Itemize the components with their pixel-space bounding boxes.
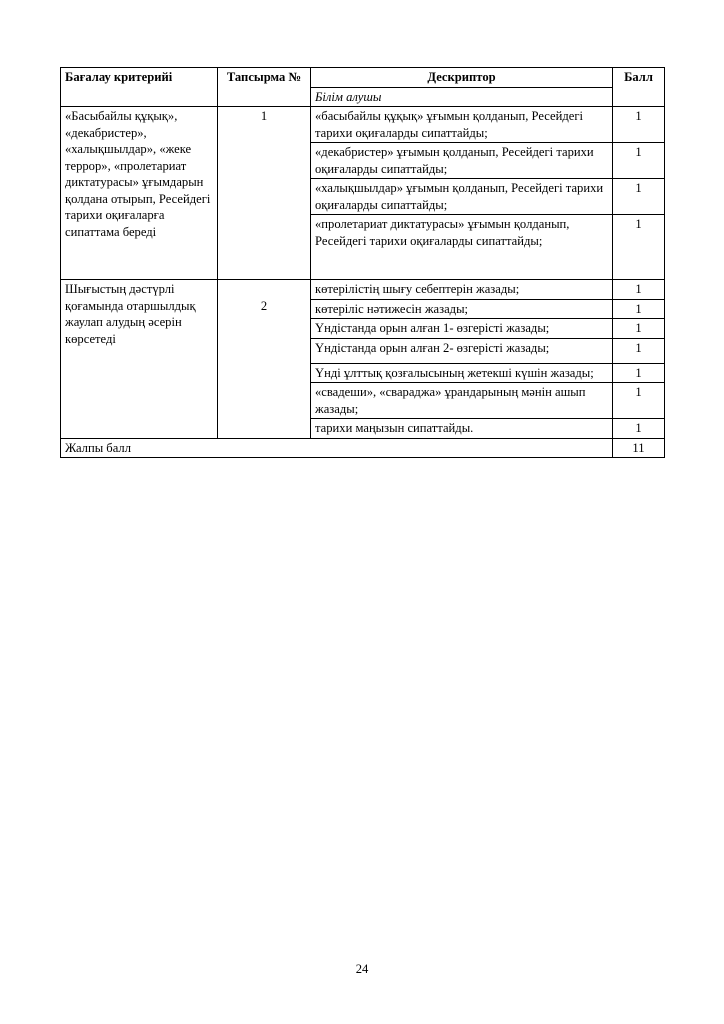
descriptor-cell: Үнді ұлттық қозғалысының жетекші күшін жазады; (311, 363, 613, 383)
descriptor-cell: көтеріліс нәтижесін жазады; (311, 299, 613, 319)
score-cell: 1 (613, 363, 665, 383)
header-task-number: Тапсырма № (218, 68, 311, 107)
score-cell: 1 (613, 179, 665, 215)
score-cell: 1 (613, 338, 665, 363)
total-label: Жалпы балл (61, 438, 613, 458)
header-row (61, 68, 665, 88)
criterion-cell: «Басыбайлы құқық», «декабристер», «халықшылдар», «жеке террор», «пролетариат диктатурасы» ұғымдарын қолдана отырып, Ресейдегі тарихи оқиғаларға сипаттама береді (61, 107, 218, 280)
task-number-cell: 2 (218, 280, 311, 439)
header-learner: Білім алушы (311, 87, 613, 107)
header-descriptor: Дескриптор (311, 68, 613, 88)
descriptor-cell: Үндістанда орын алған 2- өзгерісті жазады; (311, 338, 613, 363)
descriptor-cell: көтерілістің шығу себептерін жазады; (311, 280, 613, 300)
criterion-cell: Шығыстың дәстүрлі қоғамында отаршылдық жаулап алудың әсерін көрсетеді (61, 280, 218, 439)
score-cell: 1 (613, 215, 665, 280)
descriptor-cell: «халықшылдар» ұғымын қолданып, Ресейдегі тарихи оқиғаларды сипаттайды; (311, 179, 613, 215)
header-score: Балл (613, 68, 665, 107)
score-cell: 1 (613, 280, 665, 300)
descriptor-cell: «декабристер» ұғымын қолданып, Ресейдегі тарихи оқиғаларды сипаттайды; (311, 143, 613, 179)
table-row (61, 107, 665, 143)
task-number-cell: 1 (218, 107, 311, 280)
score-cell: 1 (613, 107, 665, 143)
descriptor-cell: «басыбайлы құқық» ұғымын қолданып, Ресейдегі тарихи оқиғаларды сипаттайды; (311, 107, 613, 143)
table-row (61, 280, 665, 300)
descriptor-cell: «пролетариат диктатурасы» ұғымын қолданып, Ресейдегі тарихи оқиғаларды сипаттайды; (311, 215, 613, 280)
score-cell: 1 (613, 143, 665, 179)
assessment-rubric-table (60, 67, 665, 458)
total-row (61, 438, 665, 458)
score-cell: 1 (613, 419, 665, 439)
score-cell: 1 (613, 299, 665, 319)
descriptor-cell: Үндістанда орын алған 1- өзгерісті жазады; (311, 319, 613, 339)
page-number: 24 (355, 962, 369, 976)
score-cell: 1 (613, 319, 665, 339)
descriptor-cell: тарихи маңызын сипаттайды. (311, 419, 613, 439)
header-criterion: Бағалау критерийі (61, 68, 218, 107)
score-cell: 1 (613, 383, 665, 419)
total-score: 11 (613, 438, 665, 458)
descriptor-cell: «свадеши», «свараджа» ұрандарының мәнін ашып жазады; (311, 383, 613, 419)
